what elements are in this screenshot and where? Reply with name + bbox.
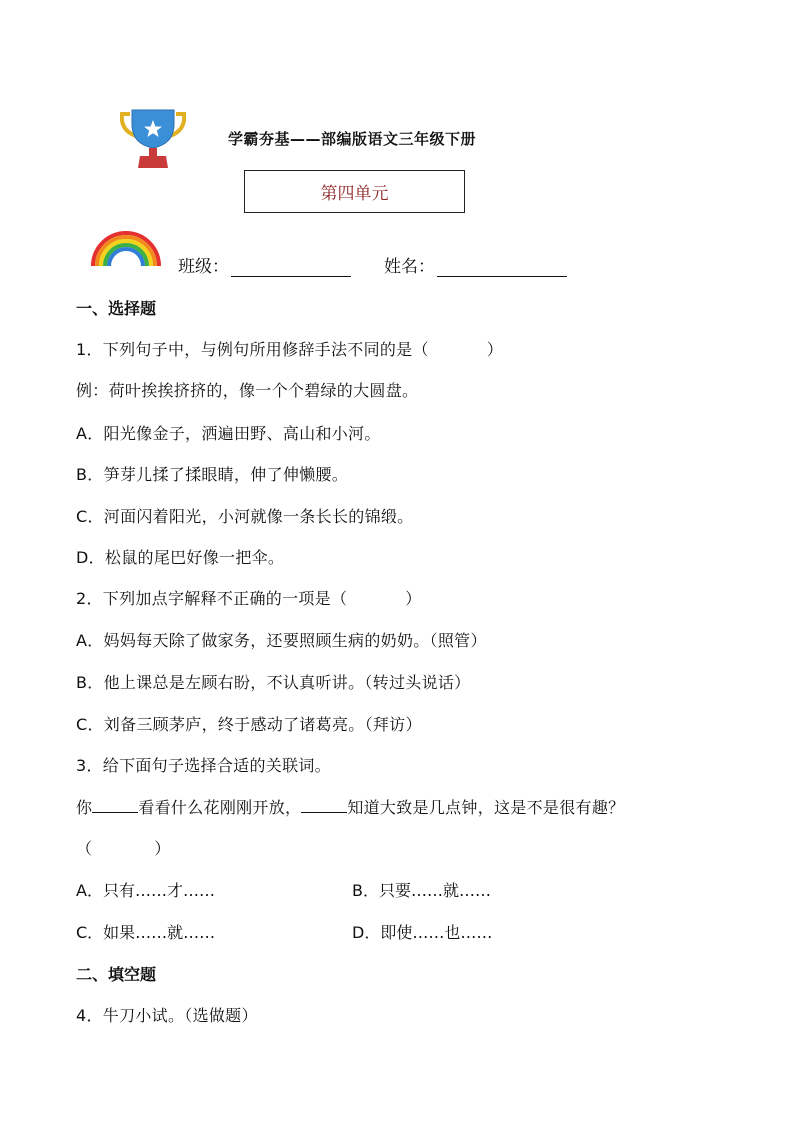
question-1-stem: [76, 337, 503, 360]
section-fill-title: 二、填空题: [76, 965, 157, 984]
question-1-text: 1．下列句子中，与例句所用修辞手法不同的是（: [76, 340, 429, 359]
question-1-option-c: C．河面闪着阳光，小河就像一条长长的锦缎。: [76, 507, 414, 526]
question-2-stem: [76, 586, 422, 609]
sentence-part-2: 看看什么花刚刚开放，: [138, 798, 302, 817]
document-title: 学霸夯基——部编版语文三年级下册: [228, 130, 477, 148]
sentence-part-3: 知道大致是几点钟，这是不是很有趣？: [347, 798, 625, 817]
sentence-part-1: 你: [76, 798, 93, 817]
class-blank[interactable]: [231, 258, 351, 277]
question-3-sentence: [76, 795, 624, 818]
question-2-close: ）: [405, 589, 422, 608]
question-2-option-c: C．刘备三顾茅庐，终于感动了诸葛亮。（拜访）: [76, 715, 422, 734]
sentence-blank-1[interactable]: [92, 796, 138, 813]
question-3-close: ）: [154, 839, 171, 858]
question-1-option-a: A．阳光像金子，洒遍田野、高山和小河。: [76, 424, 381, 443]
class-label: 班级：: [178, 257, 229, 277]
trophy-icon: [120, 108, 186, 170]
question-3-answer: [76, 836, 171, 859]
class-field: [178, 252, 351, 277]
question-1-close: ）: [486, 340, 504, 359]
question-1-example: 例：荷叶挨挨挤挤的，像一个个碧绿的大圆盘。: [76, 381, 419, 400]
question-1-option-b: B．笋芽儿揉了揉眼睛，伸了伸懒腰。: [76, 465, 349, 484]
question-2-option-b: B．他上课总是左顾右盼，不认真听讲。（转过头说话）: [76, 673, 471, 692]
name-blank[interactable]: [437, 258, 567, 277]
unit-title: 第四单元: [320, 184, 389, 204]
sentence-blank-2[interactable]: [301, 796, 347, 813]
question-3-option-a: A．只有……才……: [76, 881, 215, 900]
question-3-open: （: [76, 839, 93, 858]
section-choice-title: 一、选择题: [76, 299, 157, 318]
question-3-option-c: C．如果……就……: [76, 923, 216, 942]
question-3-stem: 3．给下面句子选择合适的关联词。: [76, 756, 331, 775]
unit-title-box: [244, 170, 465, 213]
question-3-option-d: D．即使……也……: [352, 923, 493, 942]
name-label: 姓名：: [384, 257, 435, 277]
rainbow-icon: [90, 228, 162, 268]
question-3-option-b: B．只要……就……: [352, 881, 491, 900]
question-4-stem: 4．牛刀小试。（选做题）: [76, 1006, 258, 1025]
question-2-option-a: A．妈妈每天除了做家务，还要照顾生病的奶奶。（照管）: [76, 631, 487, 650]
name-field: [384, 252, 567, 277]
question-2-text: 2．下列加点字解释不正确的一项是（: [76, 589, 348, 608]
question-1-option-d: D．松鼠的尾巴好像一把伞。: [76, 548, 285, 567]
